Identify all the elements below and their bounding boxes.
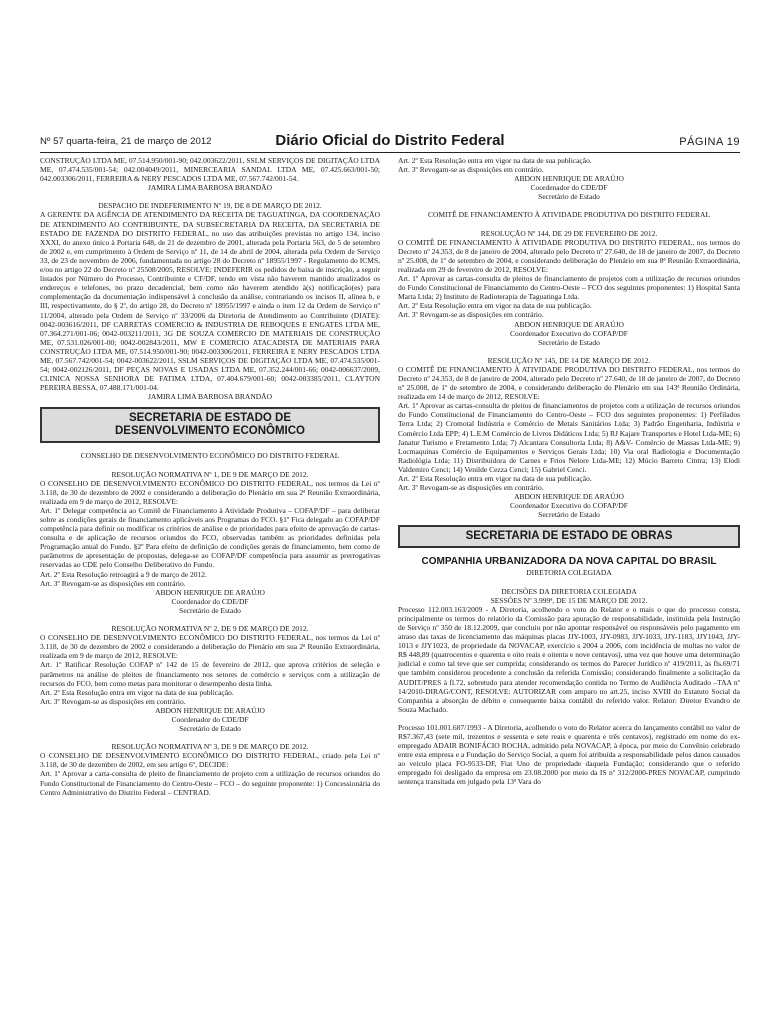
resolution-article: Art. 3º Revogam-se as disposições em contrário. <box>398 165 544 175</box>
resolution-article: Art. 3º Revogam-se as disposições em contrário. <box>40 696 186 706</box>
signature-role: Secretário de Estado <box>179 724 241 734</box>
issue-info: Nº 57 quarta-feira, 21 de março de 2012 <box>40 136 212 147</box>
resolution-article: Art. 1º Ratificar Resolução COFAP nº 142 de 15 de fevereiro de 2012, que aprova critérios de seleção e parâmetros na análise de pleitos de financiamento nos setores de comércio e serviços com a utilização de recursos do FCO, bem como metas para monitorar o desempenho desta linha. <box>40 660 380 688</box>
company-title: COMPANHIA URBANIZADORA DA NOVA CAPITAL DO BRASIL <box>421 556 717 568</box>
section-box-desenvolvimento <box>40 407 380 443</box>
section-box-line: SECRETARIA DE ESTADO DE <box>128 412 292 425</box>
right-column <box>398 156 740 787</box>
decisions-title: DECISÕES DA DIRETORIA COLEGIADA <box>501 586 637 596</box>
signature-role: Coordenador Executivo do COFAP/DF <box>510 501 628 511</box>
resolution-title: RESOLUÇÃO NORMATIVA Nº 1, DE 9 DE MARÇO DE 2012. <box>111 469 309 479</box>
header-rule <box>40 152 740 153</box>
resolution-article: Art. 2º Esta Resolução entra em vigor na data de sua publicação. <box>398 474 592 483</box>
resolution-article: Art. 3º Revogam-se as disposições em contrário. <box>398 483 544 493</box>
continued-paragraph: CONSTRUÇÃO LTDA ME, 07.514.950/001-90; 042.003622/2011, SSLM SERVIÇOS DE DIGITAÇÃO LTDA ME, 07.474.535/001-54; 042.004049/2011, MINERCEARIA SANDAL LTDA ME, 07.425.663/001-50; 042.003306/2011, FERREIRA & NERY PESCADOS LTDA ME, 07.567.742/001-54. <box>40 156 380 184</box>
signature-role: Coordenador Executivo do COFAP/DF <box>510 328 628 338</box>
page-header <box>40 134 740 150</box>
signature-role: Secretário de Estado <box>179 605 241 615</box>
process-paragraph: Processo 101.001.687/1993 - A Diretoria, acolhendo o voto do Relator acerca do lançamento contábil no valor de R$7.367,43 (sete mil, trezentos e sessenta e sete reais e quarenta e três centavos), registrado em nome do ex- empregado ADAIR BONIFÁCIO ROCHA, admitido pela NOVACAP, à época, por meio do Convênio celebrado entre esta empresa e a Fundação do Serviço Social, a quem foi atribuída a responsabilidade pelos danos causados ao veículo placa FO-9533-DF, Fiat Uno de propriedade daquela Fundação; considerando que o referido empregado foi desligado da empresa em 23.08.2000 por meio da IS nº 312/2000-PRES NOVACAP, cumprindo sentença transitada em julgado pela 13ª Vara do <box>398 722 740 787</box>
resolution-article: Art. 1º Delegar competência ao Comitê de Financiamento à Atividade Produtiva – COFAP/DF – para deliberar sobre as condições gerais de financiamento aplicáveis aos Programas do FCO. §1º Fica delegado ao COFAP/DF competência para definir ou modificar os critérios de análise e de prioridades para efeito de aprovação de cartas-consulta e de aplicação de recursos oriundos do FCO, observadas também as prioridades definidas pela Programação anual do Fundo. §2º Para efeito de definição de condições gerais de financiamento, bem como de parâmetros de apresentação de propostas, delega-se ao COFAP/DF competência para assumir as prerrogativas reservadas ao CDE pelo Conselho Deliberativo do Fundo. <box>40 505 380 570</box>
signature-name: ABDON HENRIQUE DE ARAÚJO <box>155 587 265 597</box>
resolution-body: O CONSELHO DE DESENVOLVIMENTO ECONÔMICO DO DISTRITO FEDERAL, nos termos da Lei nº 3.118, de 30 de dezembro de 2002 e considerando a deliberação do Plenário em sua 2ª Reunião Extraordinária, realizada em 9 de março de 2012, RESOLVE: <box>40 478 380 506</box>
resolution-article: Art. 2º Esta Resolução entra em vigor na data de sua publicação. <box>398 156 592 165</box>
despacho-body: A GERENTE DA AGÊNCIA DE ATENDIMENTO DA RECEITA DE TAGUATINGA, DA COORDENAÇÃO DE ATENDIMENTO AO CONTRIBUINTE, DA SUBSECRETARIA DA RECEITA, DA SECRETARIA DE ESTADO DE FAZENDA DO DISTRITO FEDERAL, no uso das atribuições previstas no artigo 134, inciso XXXI, do anexo único à Portaria 648, de 21 de dezembro de 2001, alterada pela Portaria 563, de 5 de setembro de 2002 e, em cumprimento à Ordem de Serviço nº 11, de 14 de abril de 2004, alterada pela Ordem de Serviço 33, de 23 de novembro de 2006, fundamentada no artigo 28 do Decreto nº 18955/1997 - Regulamento do ICMS, e/ou no artigo 22 do Decreto nº 25508/2005, RESOLVE: INDEFERIR os pedidos de baixa de inscrição, a seguir listados por Número do Processo, Contribuinte e CF/DF, tendo em vista não haverem mantido atualizados os endereços e telefones, no prazo decadencial, bem como não haverem atendido à(s) notificação(es) para complementação da documentação indispensável à conclusão da análise, contrariando os incisos II, alínea b, e III, respectivamente, do § 2º, do artigo 28, do Decreto nº 18955/1997 e ainda o item 12 da Ordem de Serviço nº 11/2004, alterado pela Ordem de Serviço nº 33/2006 da Diretoria de Atendimento ao Contribuinte (DIATE): 0042-003616/2011, DF CARRETAS COMERCIO & INDUSTRIA DE REBOQUES E ENGATES LTDA ME, 07.364.271/001-06; 0042-003211/2011, 3G DE SOUZA COMERCIO DE MATERIAIS DE CONSTRUÇÃO ME, 07.531.026/001-00; 0042-002843/2011, MW E COMERCIO ATACADISTA DE MATERIAIS PARA CONSTRUÇÃO LTDA ME, 07.514.950/001-90; 0042-003306/2011, FERREIRA E NERY PESCADOS LTDA ME, 07.567.742/001-54; 0042-003622/2011, SSLM SERVIÇOS DE DIGITAÇÃO LTDA ME, 07.474.535/001-54; 0042-002126/2011, DF PEÇAS NOVAS E USADAS LTDA ME, 07.352.244/001-66; 0042-006637/2009, CLINICA NOSSA SENHORA DE FATIMA LTDA, 07.404.679/001-60; 0042-003385/2011, CLAYTON PEREIRA BESSA, 07.488.171/001-04. <box>40 210 380 393</box>
resolution-article: Art. 2º Esta Resolução entra em vigor na data de sua publicação. <box>398 301 592 311</box>
despacho-title: DESPACHO DE INDEFERIMENTO Nº 19, DE 8 DE MARÇO DE 2012. <box>98 201 322 211</box>
session-info: SESSÕES Nº 3.999ª, DE 15 DE MARÇO DE 2012. <box>490 595 648 605</box>
process-paragraph: Processo 112.003.163/2009 - A Diretoria, acolhendo o voto do Relator e o mais o que do processo consta, principalmente os termos do relatório da Comissão para apuração de responsabilidade, instituída pela Instrução de Serviço nº 350 de 18.12.2009, que concluiu por não apontar responsável ou responsáveis pelo pagamento em atraso das taxas de licenciamento das máquinas placas JJY-1003, JJY-0983, JJY-1033, JJY-1183, JJY1043, JJY-1013 e JJY1023, de propriedade da NOVACAP, exercício s 2004 a 2006, com incidência de multas no valor de R$ 448,89 (quatrocentos e quarenta e oito reais e oitenta e nove centavos), uma vez que houve uma determinação judicial e como tal teve que ser cumprida; considerando os termos do Parecer Jurídico nº 419/2011, às fls.69/71 que também considerou procedente a conclusão da referida Comissão; considerando finalmente a solicitação da AUDIT/PRES à fl.72, sobretudo para atender recomendação contida no Termo de Audiência Auditado –TAA nº 14/2010-DIRAG/CONT, RESOLVE: AUTORIZAR com amparo no art.25, inciso XVIII do Estatuto Social da Companhia a absorção de débito e consequente baixa contábil do referido valor. Relator: Diretor Evandro de Souza Machado. <box>398 604 740 714</box>
resolution-article: Art. 3º Revogam-se as disposições em contrário. <box>40 578 186 588</box>
council-name: CONSELHO DE DESENVOLVIMENTO ECONÔMICO DO DISTRITO FEDERAL <box>80 451 340 461</box>
signature-role: Coordenador do CDE/DF <box>530 183 608 193</box>
signature-name: ABDON HENRIQUE DE ARAÚJO <box>514 492 624 502</box>
resolution-body: O CONSELHO DE DESENVOLVIMENTO ECONÔMICO DO DISTRITO FEDERAL, nos termos da Lei nº 3.118, de 30 de dezembro de 2002 e considerando a deliberação do Plenário em sua 2ª Reunião Extraordinária, realizada em 9 de março de 2012, RESOLVE: <box>40 633 380 661</box>
signature-name: JAMIRA LIMA BARBOSA BRANDÃO <box>148 392 272 402</box>
signature-role: Coordenador do CDE/DF <box>171 714 249 724</box>
signature-name: ABDON HENRIQUE DE ARAÚJO <box>514 319 624 329</box>
resolution-body: O CONSELHO DE DESENVOLVIMENTO ECONÔMICO DO DISTRITO FEDERAL, criado pela Lei nº 3.118, de 30 de dezembro de 2002, em seu artigo 6º, DECIDE: <box>40 751 380 770</box>
section-box-obras: SECRETARIA DE ESTADO DE OBRAS <box>398 525 740 548</box>
resolution-title: RESOLUÇÃO Nº 144, DE 29 DE FEVEREIRO DE 2012. <box>480 228 658 238</box>
board-name: DIRETORIA COLEGIADA <box>526 568 612 578</box>
left-column <box>40 156 380 797</box>
signature-role: Secretário de Estado <box>538 192 600 202</box>
signature-name: ABDON HENRIQUE DE ARAÚJO <box>514 174 624 184</box>
resolution-article: Art. 2º Esta Resolução retroagirá a 9 de março de 2012. <box>40 569 207 579</box>
resolution-article: Art. 2º Esta Resolução entra em vigor na data de sua publicação. <box>40 687 234 697</box>
resolution-body: O COMITÊ DE FINANCIAMENTO À ATIVIDADE PRODUTIVA DO DISTRITO FEDERAL, nos termos do Decreto nº 24.353, de 8 de janeiro de 2004, alterado pelo Decreto nº 27.640, de 18 de janeiro de 2007, do Decreto nº 25.008, de 1º de setembro de 2004, e considerando deliberação do Plenário em sua 143ª Reunião Ordinária, realizada em 14 de março de 2012, RESOLVE: <box>398 364 740 402</box>
resolution-article: Art. 1º Aprovar as cartas-consulta de pleitos de financiamento de projetos com a utilização de recursos oriundos do Fundo Constitucional de Financiamento do Centro-Oeste – FCO dos seguintes proponentes: 1) Hospital Santa Marta Ltda; 2) Instituto de Radioterapia de Taguatinga Ltda. <box>398 274 740 302</box>
signature-name: ABDON HENRIQUE DE ARAÚJO <box>155 705 265 715</box>
signature-role: Secretário de Estado <box>538 510 600 520</box>
resolution-title: RESOLUÇÃO NORMATIVA Nº 2, DE 9 DE MARÇO DE 2012. <box>111 624 309 634</box>
resolution-article: Art. 3º Revogam-se as disposições em contrário. <box>398 310 544 320</box>
newspaper-title: Diário Oficial do Distrito Federal <box>275 132 505 149</box>
page-number: PÁGINA 19 <box>679 136 740 148</box>
resolution-body: O COMITÊ DE FINANCIAMENTO À ATIVIDADE PRODUTIVA DO DISTRITO FEDERAL, nos termos do Decreto nº 24.353, de 8 de janeiro de 2004, alterado pelo Decreto nº 27.640, de 18 de janeiro de 2007, do Decreto nº 25.008, de 1º de setembro de 2004, e considerando deliberação do Plenário em sua 8ª Reunião Extraordinária, realizada em 29 de fevereiro de 2012, RESOLVE: <box>398 237 740 274</box>
resolution-article: Art. 1º Aprovar a carta-consulta de pleito de financiamento de projeto com a utilização de recursos oriundos do Fundo Constitucional de Financiamento do Centro-Oeste – FCO – do seguinte proponente: 1) Concessionária do Centro Administrativo do Distrito Federal – CENTRAD. <box>40 769 380 797</box>
signature-role: Coordenador do CDE/DF <box>171 596 249 606</box>
resolution-article: Art. 1º Aprovar as cartas-consulta de pleitos de financiamentos de projetos com a utilização de recursos oriundos do Fundo Constitucional de Financiamento do Centro-Oeste – FCO dos seguintes proponentes: 1) Perfilados Terra Ltda; 2) Cromotal Indústria e Comércio de Metais Sanitários Ltda; 3) Padrão Engenharia, Indústria e Comércio Ltda EPP; 4) L.E.M Comércio de Livros Didáticos Ltda; 5) RJ Kajare Transportes e Hotel Ltda-ME; 6) Janatur Turismo e Fretamento Ltda; 7) Alcantara Consultoria Ltda; 8) A&V- Comércio de Massas Ltda-ME; 9) Locmaquinas Comércio de Equipamentos e Serviços Gerais Ltda; 10) Via oral Radiologia e Documentação Radiológia Ltda; 11) Distribuidora de Carnes e Frios Nelore Ltda-ME; 12) Múcio Barreto Cintra; 13) Elodi Valdemiro Cenci; 14) Venilde Cezza Cenci; 15) Gabriel Cenci. <box>398 401 740 474</box>
resolution-title: RESOLUÇÃO NORMATIVA Nº 3, DE 9 DE MARÇO DE 2012. <box>111 742 309 752</box>
signature-name: JAMIRA LIMA BARBOSA BRANDÃO <box>148 183 272 193</box>
signature-role: Secretário de Estado <box>538 337 600 347</box>
committee-name: COMITÊ DE FINANCIAMENTO À ATIVIDADE PRODUTIVA DO DISTRITO FEDERAL <box>427 210 711 220</box>
resolution-title: RESOLUÇÃO Nº 145, DE 14 DE MARÇO DE 2012. <box>487 355 651 365</box>
section-box-line: DESENVOLVIMENTO ECONÔMICO <box>115 425 305 438</box>
